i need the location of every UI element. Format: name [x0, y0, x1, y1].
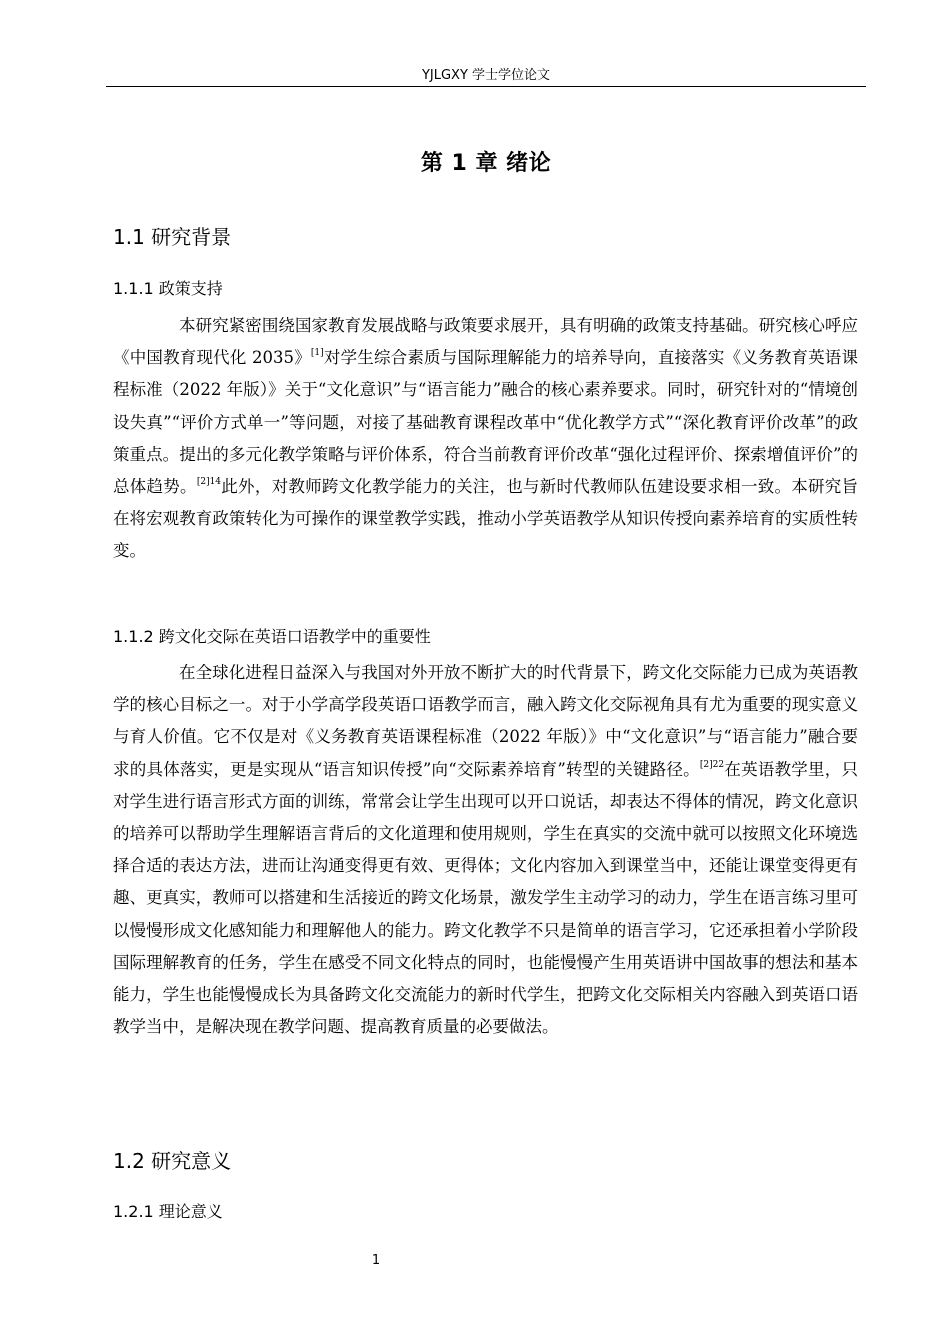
subsection-heading-1-2-1: 1.2.1 理论意义: [113, 1202, 223, 1221]
paragraph-text: 在英语教学里，只对学生进行语言形式方面的训练，常常会让学生出现可以开口说话，却表达不得体的情况，跨文化意识的培养可以帮助学生理解语言背后的文化道理和使用规则，学生在真实的交流中就可以按照文化环境选择合适的表达方法，进而让沟通变得更有效、更得体；文化内容加入到课堂当中，还能让课堂变得更有趣、更真实，教师可以搭建和生活接近的跨文化场景，激发学生主动学习的动力，学生在语言练习里可以慢慢形成文化感知能力和理解他人的能力。跨文化教学不只是简单的语言学习，它还承担着小学阶段国际理解教育的任务，学生在感受不同文化特点的同时，也能慢慢产生用英语讲中国故事的想法和基本能力，学生也能慢慢成长为具备跨文化交流能力的新时代学生，把跨文化交际相关内容融入到英语口语教学当中，是解决现在教学问题、提高教育质量的必要做法。: [113, 759, 858, 1037]
paragraph-policy-support: [113, 310, 858, 568]
chapter-title: 第 1 章 绪论: [420, 151, 552, 176]
section-heading-1-2: 1.2 研究意义: [113, 1149, 232, 1173]
citation-ref: [2]22: [699, 759, 725, 770]
running-header: YJLGXY 学士学位论文: [421, 68, 551, 83]
citation-ref: [2]14: [196, 477, 222, 488]
paragraph-intercultural-importance: [113, 657, 858, 1043]
paragraph-text: 此外，对教师跨文化教学能力的关注，也与新时代教师队伍建设要求相一致。本研究旨在将宏观教育政策转化为可操作的课堂教学实践，推动小学英语教学从知识传授向素养培育的实质性转变。: [113, 477, 859, 561]
paragraph-text: 本研究紧密围绕国家教育发展战略与政策要求展开，具有明确的政策支持基础。研究核心呼应《中国教育现代化 2035》: [113, 316, 858, 368]
header-rule: [106, 86, 866, 87]
citation-ref: [1]: [310, 348, 324, 359]
page-number: 1: [371, 1253, 381, 1268]
paragraph-text: 对学生综合素质与国际理解能力的培养导向，直接落实《义务教育英语课程标准（2022 年版）》关于“文化意识”与“语言能力”融合的核心素养要求。同时，研究针对的“情境创设失真”“评价方式单一”等问题，对接了基础教育课程改革中“优化教学方式”“深化教育评价改革”的政策重点。提出的多元化教学策略与评价体系，符合当前教育评价改革“强化过程评价、探索增值评价”的总体趋势。: [113, 348, 858, 497]
subsection-heading-1-1-1: 1.1.1 政策支持: [113, 279, 223, 298]
paragraph-text: 在全球化进程日益深入与我国对外开放不断扩大的时代背景下，跨文化交际能力已成为英语教学的核心目标之一。对于小学高学段英语口语教学而言，融入跨文化交际视角具有尤为重要的现实意义与育人价值。它不仅是对《义务教育英语课程标准（2022 年版）》中“文化意识”与“语言能力”融合要求的具体落实，更是实现从“语言知识传授”向“交际素养培育”转型的关键路径。: [113, 663, 858, 779]
subsection-heading-1-1-2: 1.1.2 跨文化交际在英语口语教学中的重要性: [113, 627, 431, 646]
section-heading-1-1: 1.1 研究背景: [113, 225, 232, 249]
